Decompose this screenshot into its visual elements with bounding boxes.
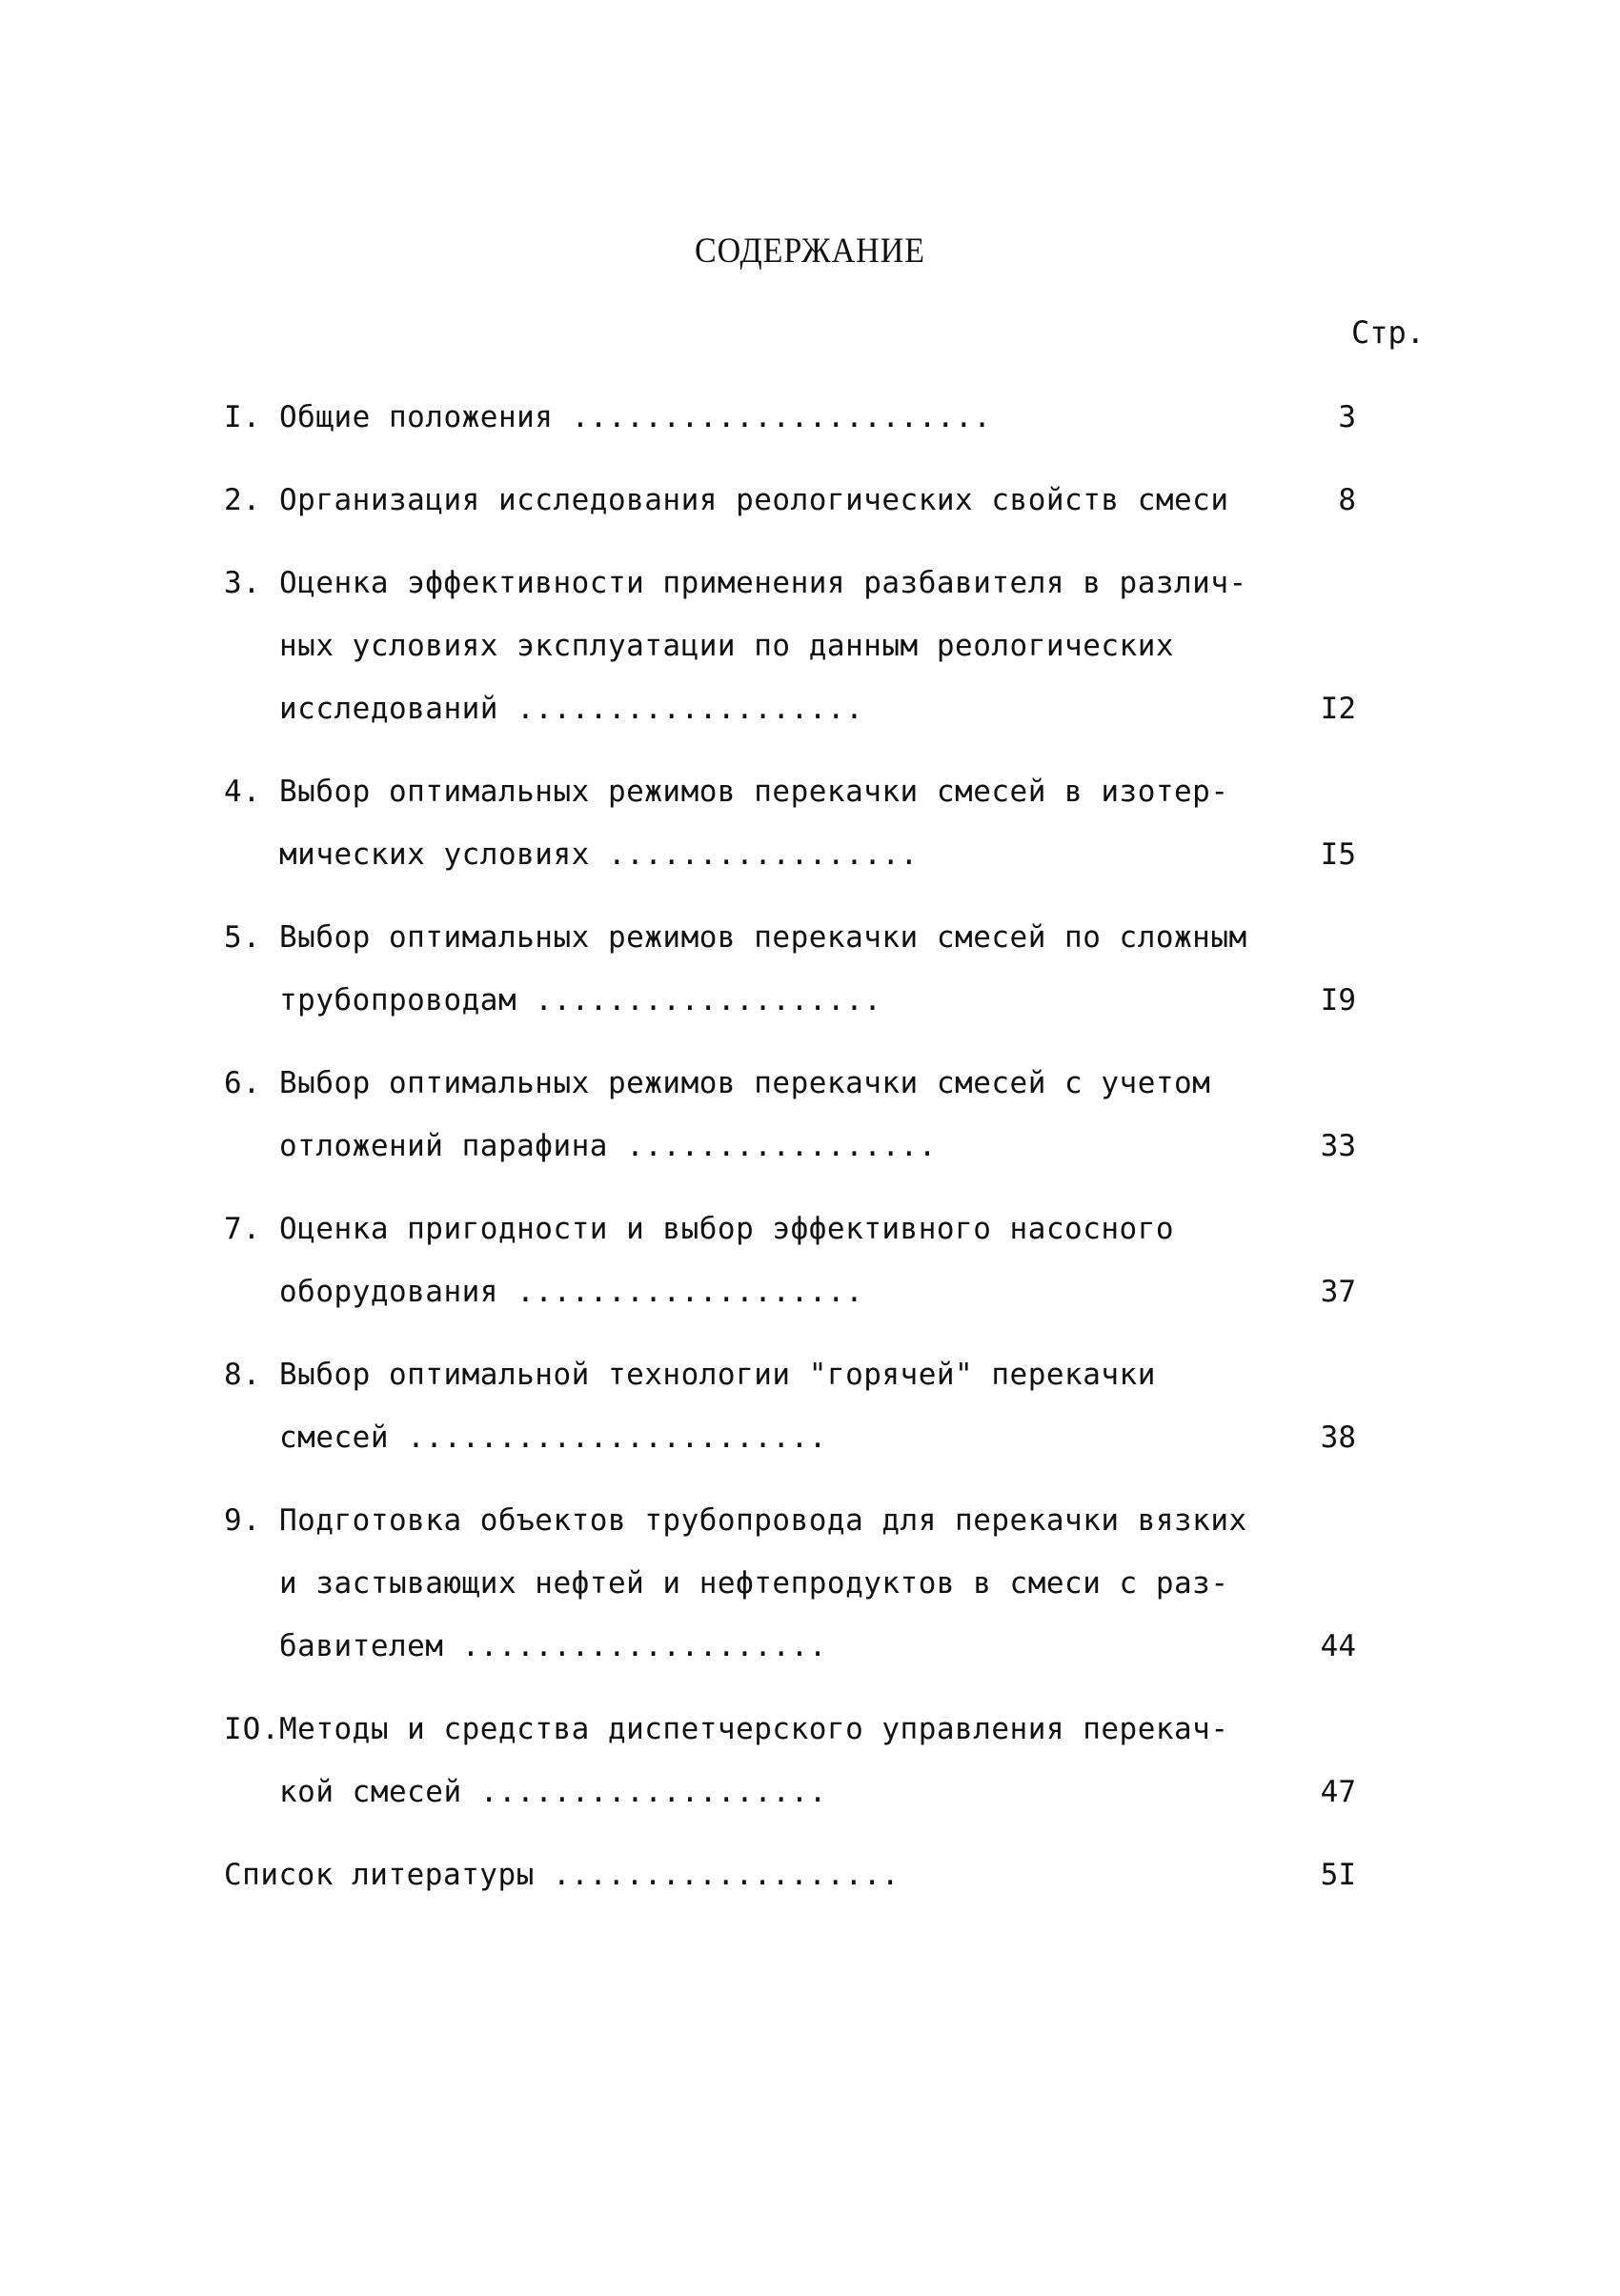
toc-entry-page: I9 <box>1320 983 1356 1017</box>
toc-entry-text: Выбор оптимальной технологии "горячей" перекачки смесей ....................... <box>279 1358 1156 1455</box>
toc-entry-2 <box>224 469 1406 532</box>
toc-entry-number: 2. <box>224 483 262 517</box>
toc-entry-3 <box>224 552 1406 740</box>
toc-entry-9 <box>224 1489 1406 1678</box>
toc-entry-page: 38 <box>1320 1420 1356 1455</box>
toc-entry-text: Оценка пригодности и выбор эффективного насосного оборудования ................... <box>279 1212 1175 1309</box>
toc-entry-number: 4. <box>224 775 262 809</box>
toc-entry-page: 37 <box>1320 1275 1356 1309</box>
toc-entry-page: 47 <box>1320 1775 1356 1809</box>
toc-entry-page: 33 <box>1320 1129 1356 1163</box>
toc-entry-4 <box>224 760 1406 886</box>
toc-entry-number: 6. <box>224 1066 262 1100</box>
toc-entry-text: Организация исследования реологических свойств смеси <box>279 483 1229 517</box>
toc-entry-number: IO. <box>224 1712 280 1746</box>
toc-entry-number: I. <box>224 400 262 434</box>
toc-entry-text: Методы и средства диспетчерского управления перекач- кой смесей ................... <box>279 1712 1229 1809</box>
toc-entry-text: Выбор оптимальных режимов перекачки смесей с учетом отложений парафина ................. <box>279 1066 1211 1163</box>
toc-entry-page: 44 <box>1320 1629 1356 1663</box>
page-title: СОДЕРЖАНИЕ <box>694 232 926 271</box>
toc-entry-literature <box>224 1843 1406 1906</box>
toc-entry-8 <box>224 1343 1406 1469</box>
toc-entry-7 <box>224 1198 1406 1323</box>
toc-entry-text: Общие положения ....................... <box>279 400 992 434</box>
toc-entry-text: Выбор оптимальных режимов перекачки смесей в изотер- мических условиях ................. <box>279 775 1229 872</box>
toc-entry-page: I2 <box>1320 692 1356 726</box>
toc-entry-text: Оценка эффективности применения разбавителя в различ- ных условиях эксплуатации по данным реологических исследований ................... <box>279 566 1247 726</box>
toc-entry-number: 3. <box>224 566 262 600</box>
literature-text: Список литературы ................... <box>224 1858 901 1892</box>
toc-entry-page: 3 <box>1338 400 1356 434</box>
page-column-label: Стр. <box>1351 314 1426 351</box>
toc-entry-5 <box>224 906 1406 1032</box>
toc-entry-page: 8 <box>1338 483 1356 517</box>
toc-entry-10 <box>224 1698 1406 1823</box>
literature-page: 5I <box>1320 1858 1356 1892</box>
toc-entry-6 <box>224 1052 1406 1178</box>
toc-entry-1 <box>224 386 1406 449</box>
toc-entry-text: Подготовка объектов трубопровода для перекачки вязких и застывающих нефтей и нефтепродуктов в смеси с раз- бавителем .................... <box>279 1503 1247 1663</box>
toc-entry-page: I5 <box>1320 837 1356 872</box>
toc-entry-number: 5. <box>224 920 262 955</box>
toc-entry-number: 8. <box>224 1358 262 1392</box>
toc-entry-text: Выбор оптимальных режимов перекачки смесей по сложным трубопроводам ................... <box>279 920 1247 1017</box>
toc-entry-number: 9. <box>224 1503 262 1538</box>
table-of-contents <box>224 386 1406 1926</box>
toc-entry-number: 7. <box>224 1212 262 1246</box>
